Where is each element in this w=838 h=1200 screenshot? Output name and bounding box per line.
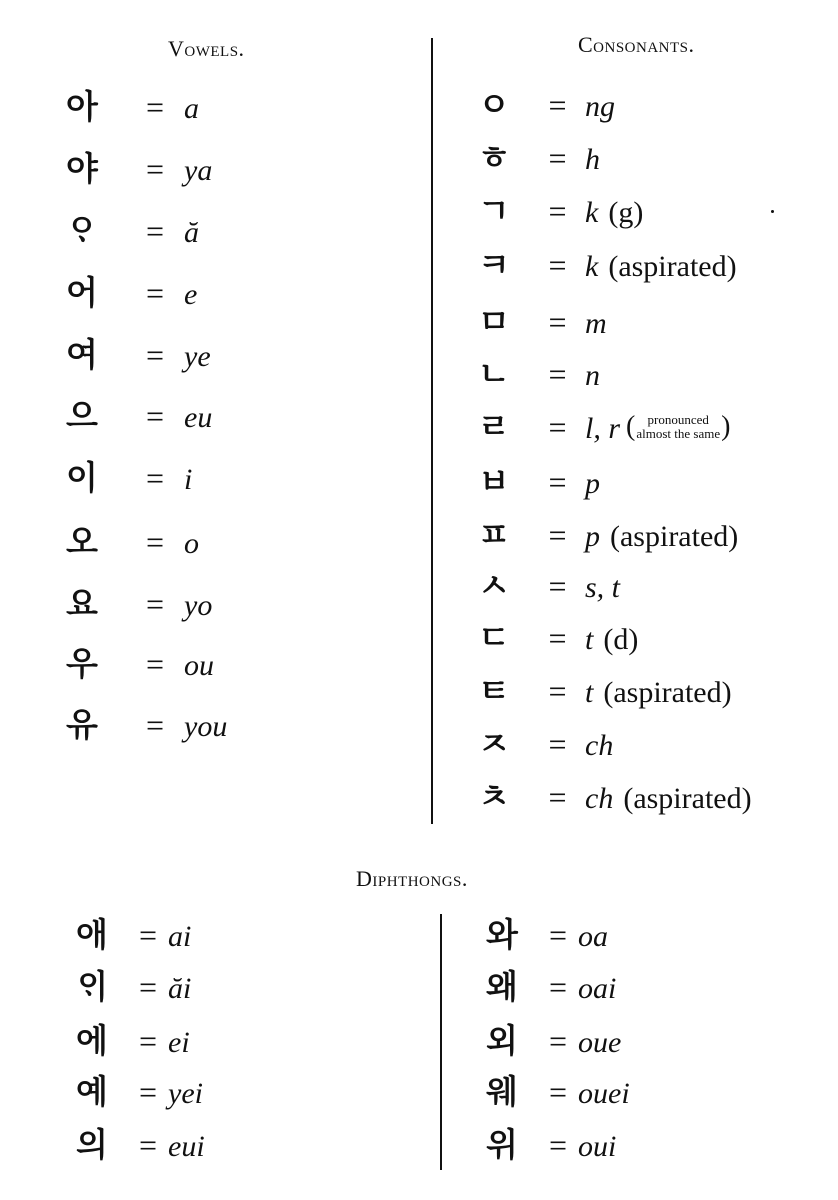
vowel-row bbox=[66, 584, 213, 623]
vowel-roman: ye bbox=[184, 340, 211, 373]
consonant-row bbox=[478, 85, 615, 124]
equals-sign: = bbox=[145, 213, 165, 249]
consonant-roman: s, t bbox=[585, 571, 621, 604]
equals-sign: = bbox=[138, 1023, 158, 1059]
equals-sign: = bbox=[548, 87, 567, 123]
vowel-roman: ă bbox=[184, 216, 199, 249]
vowel-glyph: 아 bbox=[66, 87, 98, 126]
diphthong-roman: ei bbox=[168, 1026, 190, 1059]
diphthong-row bbox=[76, 1125, 205, 1164]
consonant-roman: n bbox=[585, 359, 600, 392]
consonant-note: (aspirated) bbox=[603, 676, 732, 709]
vowel-row bbox=[66, 396, 213, 435]
equals-sign: = bbox=[548, 356, 567, 392]
diphthong-glyph: 예 bbox=[76, 1072, 108, 1111]
vowel-row bbox=[66, 211, 199, 250]
equals-sign: = bbox=[548, 1127, 568, 1163]
diphthong-row bbox=[76, 1072, 203, 1111]
consonant-roman: p bbox=[585, 467, 600, 500]
consonant-glyph: ㄴ bbox=[478, 354, 510, 393]
equals-sign: = bbox=[145, 398, 165, 434]
diphthong-row bbox=[486, 1072, 630, 1111]
page-speck bbox=[771, 210, 774, 213]
consonant-roman: t bbox=[585, 623, 594, 656]
consonant-row bbox=[478, 671, 732, 710]
diphthong-glyph: ᄋᆡ bbox=[76, 967, 108, 1006]
diphthong-roman: yei bbox=[168, 1077, 203, 1110]
equals-sign: = bbox=[548, 1023, 568, 1059]
consonant-glyph: ㅇ bbox=[478, 85, 510, 124]
equals-sign: = bbox=[548, 1074, 568, 1110]
diphthong-glyph: 에 bbox=[76, 1021, 108, 1060]
equals-sign: = bbox=[138, 1074, 158, 1110]
diphthong-roman: oue bbox=[578, 1026, 622, 1059]
consonant-glyph: ㄱ bbox=[478, 191, 510, 230]
vowel-glyph: 야 bbox=[66, 149, 98, 188]
equals-sign: = bbox=[548, 917, 568, 953]
consonant-roman: k bbox=[585, 250, 599, 283]
vowel-glyph: 우 bbox=[66, 644, 98, 683]
equals-sign: = bbox=[548, 304, 567, 340]
pronunciation-note-line1: pronounced bbox=[647, 412, 709, 427]
equals-sign: = bbox=[548, 464, 567, 500]
diphthong-roman: oai bbox=[578, 972, 617, 1005]
diphthong-roman: eui bbox=[168, 1130, 205, 1163]
vowel-glyph: 여 bbox=[66, 335, 98, 374]
vowel-roman: a bbox=[184, 92, 199, 125]
diphthong-roman: ai bbox=[168, 920, 192, 953]
vowel-glyph: 오 bbox=[66, 522, 98, 561]
equals-sign: = bbox=[145, 524, 165, 560]
equals-sign: = bbox=[548, 568, 567, 604]
consonant-glyph: ㅂ bbox=[478, 462, 510, 501]
consonant-row bbox=[478, 777, 752, 816]
consonant-glyph: ㅍ bbox=[478, 515, 510, 554]
equals-sign: = bbox=[145, 707, 165, 743]
vowel-row bbox=[66, 522, 199, 561]
consonant-roman: ch bbox=[585, 729, 614, 762]
consonant-note: (aspirated) bbox=[608, 250, 737, 283]
vowel-glyph: 어 bbox=[66, 273, 98, 312]
vowel-roman: e bbox=[184, 278, 198, 311]
consonant-row bbox=[478, 724, 614, 763]
vowels-heading: Vowels. bbox=[168, 36, 245, 61]
equals-sign: = bbox=[145, 151, 165, 187]
vowel-glyph: ᄋᆞ bbox=[66, 211, 98, 250]
vowel-row bbox=[66, 644, 214, 683]
equals-sign: = bbox=[145, 337, 165, 373]
vowel-glyph: 유 bbox=[66, 705, 98, 744]
vowel-row bbox=[66, 87, 199, 126]
vowel-row bbox=[66, 458, 193, 497]
consonant-glyph: ㅎ bbox=[478, 138, 510, 177]
diphthong-glyph: 웨 bbox=[486, 1072, 518, 1111]
diphthongs-heading: Diphthongs. bbox=[356, 866, 468, 891]
consonant-roman: ch bbox=[585, 782, 614, 815]
vowel-row bbox=[66, 273, 198, 312]
consonant-glyph: ㅌ bbox=[478, 671, 510, 710]
diphthong-glyph: 와 bbox=[486, 915, 518, 954]
consonant-note: (aspirated) bbox=[623, 782, 752, 815]
vowel-row bbox=[66, 705, 228, 744]
equals-sign: = bbox=[138, 917, 158, 953]
vowel-roman: i bbox=[184, 463, 193, 496]
consonant-row bbox=[478, 354, 600, 393]
vowel-glyph: 요 bbox=[66, 584, 98, 623]
column-divider-top bbox=[431, 38, 433, 824]
diphthong-glyph: 애 bbox=[76, 915, 108, 954]
consonant-row bbox=[478, 515, 739, 554]
equals-sign: = bbox=[548, 673, 567, 709]
consonant-row bbox=[478, 138, 600, 177]
equals-sign: = bbox=[548, 140, 567, 176]
consonant-note: (d) bbox=[603, 623, 639, 656]
equals-sign: = bbox=[145, 89, 165, 125]
equals-sign: = bbox=[548, 247, 567, 283]
consonant-glyph: ㄹ bbox=[478, 407, 510, 446]
vowel-glyph: 이 bbox=[66, 458, 98, 497]
consonants-heading: Consonants. bbox=[578, 32, 695, 57]
vowel-roman: yo bbox=[184, 589, 213, 622]
diphthong-row bbox=[486, 915, 608, 954]
vowel-roman: ou bbox=[184, 649, 214, 682]
consonant-row bbox=[478, 618, 639, 657]
equals-sign: = bbox=[145, 460, 165, 496]
equals-sign: = bbox=[548, 620, 567, 656]
diphthong-glyph: 위 bbox=[486, 1125, 518, 1164]
consonant-roman: m bbox=[585, 307, 607, 340]
consonant-roman: l, r bbox=[585, 412, 621, 445]
vowel-roman: eu bbox=[184, 401, 213, 434]
column-divider-bottom bbox=[440, 914, 442, 1170]
consonant-row bbox=[478, 462, 600, 501]
consonant-note: (g) bbox=[608, 196, 644, 229]
vowel-glyph: 으 bbox=[66, 396, 98, 435]
diphthong-glyph: 외 bbox=[486, 1021, 518, 1060]
equals-sign: = bbox=[548, 969, 568, 1005]
consonant-roman: ng bbox=[585, 90, 615, 123]
consonant-glyph: ㅊ bbox=[478, 777, 510, 816]
vowel-roman: you bbox=[184, 710, 228, 743]
pronunciation-note-line2: almost the same bbox=[636, 426, 721, 441]
consonant-roman: h bbox=[585, 143, 600, 176]
consonant-row bbox=[478, 245, 737, 284]
diphthong-roman: ouei bbox=[578, 1077, 630, 1110]
diphthong-row bbox=[76, 967, 192, 1006]
vowel-row bbox=[66, 149, 213, 188]
consonant-glyph: ㅈ bbox=[478, 724, 510, 763]
diphthong-glyph: 의 bbox=[76, 1125, 108, 1164]
equals-sign: = bbox=[548, 193, 567, 229]
diphthong-row bbox=[486, 1021, 622, 1060]
vowel-row bbox=[66, 335, 211, 374]
consonant-glyph: ㅋ bbox=[478, 245, 510, 284]
consonant-roman: t bbox=[585, 676, 594, 709]
equals-sign: = bbox=[145, 275, 165, 311]
consonant-row bbox=[478, 191, 644, 230]
diphthong-roman: ăi bbox=[168, 972, 192, 1005]
diphthong-roman: oui bbox=[578, 1130, 617, 1163]
equals-sign: = bbox=[138, 1127, 158, 1163]
diphthong-glyph: 왜 bbox=[486, 967, 518, 1006]
diphthong-row bbox=[76, 1021, 190, 1060]
consonant-roman: k bbox=[585, 196, 599, 229]
consonant-row bbox=[478, 302, 607, 341]
consonant-glyph: ㅁ bbox=[478, 302, 510, 341]
equals-sign: = bbox=[548, 726, 567, 762]
equals-sign: = bbox=[548, 409, 567, 445]
consonant-row bbox=[478, 566, 621, 605]
equals-sign: = bbox=[145, 586, 165, 622]
equals-sign: = bbox=[548, 517, 567, 553]
consonant-glyph: ㅅ bbox=[478, 566, 510, 605]
diphthong-row bbox=[486, 1125, 617, 1164]
vowel-roman: ya bbox=[184, 154, 213, 187]
equals-sign: = bbox=[145, 646, 165, 682]
consonant-row bbox=[478, 407, 731, 446]
consonant-note: (aspirated) bbox=[610, 520, 739, 553]
vowel-roman: o bbox=[184, 527, 199, 560]
diphthong-row bbox=[486, 967, 617, 1006]
equals-sign: = bbox=[548, 779, 567, 815]
diphthong-row bbox=[76, 915, 192, 954]
consonant-glyph: ㄷ bbox=[478, 618, 510, 657]
pronunciation-note: ( pronounced almost the same ) bbox=[626, 411, 731, 442]
consonant-roman: p bbox=[585, 520, 600, 553]
diphthong-roman: oa bbox=[578, 920, 608, 953]
equals-sign: = bbox=[138, 969, 158, 1005]
